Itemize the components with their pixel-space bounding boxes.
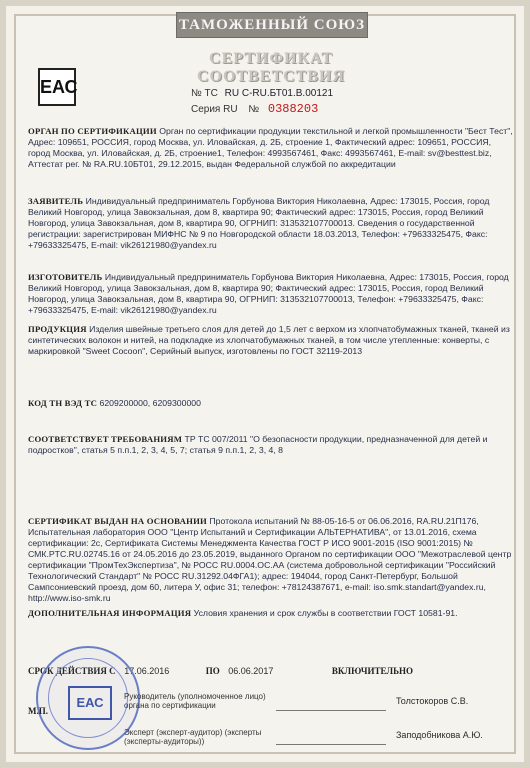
section-product	[28, 324, 514, 357]
section-manufacturer	[28, 272, 514, 316]
certificate-frame	[14, 14, 516, 754]
section-certification-body	[28, 126, 514, 170]
section-text: Орган по сертификации продукции текстильной и легкой промышленности "Бест Тест", Адрес: 109651, РОССИЯ, город Москва, ул. Иловайская, д. 2Б, строение 1, Фактический адрес: 109651, РОССИЯ, город Москва, ул. Иловайская, д. 2Б, строение1, Телефон: 4993567461, Факс: 4993567461, E-mail: sv@besttest.biz, Аттестат рег. № RA.RU.10БТ01, 29.12.2015, выдан Федеральной службой по аккредитации	[28, 126, 513, 169]
section-text: Индивидуальный предприниматель Горбунова Виктория Николаевна, Адрес: 173015, Россия, город Великий Новгород, улица Завокзальная, дом 8, квартира 90; Фактический адрес: 173015, Россия, город Великий Новгород, улица Завокзальная, дом 8, квартира 90, ОГРНИП: 313532107700013, Телефон: +79633325475, Факс: +79633325475, E-mail: vik26121980@yandex.ru	[28, 272, 509, 315]
section-hs-code	[28, 398, 514, 409]
series-label: Серия RU	[191, 104, 238, 115]
section-text: ТР ТС 007/2011 "О безопасности продукции, предназначенной для детей и подростков", статья 5 п.п.1, 2, 3, 4, 5, 7; статья 9 п.п.1, 2, 3, 4, 8	[28, 434, 488, 455]
section-heading: СООТВЕТСТВУЕТ ТРЕБОВАНИЯМ	[28, 434, 183, 444]
series-row	[191, 102, 451, 116]
validity-from-label: СРОК ДЕЙСТВИЯ С	[28, 666, 116, 676]
tc-number-label: № ТС	[191, 88, 218, 99]
section-text: Изделия швейные третьего слоя для детей до 1,5 лет с верхом из хлопчатобумажных тканей, тканей из синтетических волокон и нитей, на подкладке из хлопчатобумажных тканей, в том числе утепленные: конверты, с маркировкой "Sweet Cocoon", Серийный выпуск, изготовлены по ГОСТ 32119-2013	[28, 324, 510, 356]
head-name: Толстокоров С.В.	[396, 696, 469, 706]
series-number: 0388203	[267, 102, 319, 116]
expert-signature-label: Эксперт (эксперт-аудитор) (эксперты (эксперты-аудиторы))	[124, 728, 262, 746]
section-heading: ДОПОЛНИТЕЛЬНАЯ ИНФОРМАЦИЯ	[28, 608, 192, 618]
section-heading: СЕРТИФИКАТ ВЫДАН НА ОСНОВАНИИ	[28, 516, 207, 526]
section-text: Индивидуальный предприниматель Горбунова Виктория Николаевна, Адрес: 173015, Россия, город Великий Новгород, улица Завокзальная, дом 8, квартира 90; Фактический адрес: 173015, Россия, город Великий Новгород, улица Завокзальная, дом 8, квартира 90, ОГРНИП: 313532107700013. Сведения о государственной регистрации: зарегистрирован МИФНС № 9 по Новгородской области 18.03.2013, Телефон: +79633325475, Факс: +79633325475, E-mail: vik26121980@yandex.ru	[28, 196, 490, 250]
expert-signature-line	[276, 744, 386, 745]
mp-text: М.П.	[28, 706, 48, 716]
section-heading: ПРОДУКЦИЯ	[28, 324, 87, 334]
section-text: Условия хранения и срок службы в соответствии ГОСТ 10581-91.	[193, 608, 458, 618]
section-requirements	[28, 434, 514, 456]
section-text: Протокола испытаний № 88-05-16-5 от 06.06.2016, RA.RU.21П176, Испытательная лаборатория ООО "Центр Испытаний и Сертификации АЛЬТЕРНАТИВА", от 13.01.2016, схема сертификации: 2с, Сертификата Системы Менеджмента Качества ГОСТ Р ИСО 9001-2015 (ISO 9001:2015) № СМК.PTC.RU.02745.16 от 24.05.2016 до 23.05.2019, выданного Органом по сертификации ООО "Межотраслевой центр сертификации "ПромТехЭкспертиза", № РОСС RU.0004.ОС.АА (система добровольной сертификации "Российский Технологический Стандарт" № РОСС RU.31292.04ФГА1); адрес: 194044, город Санкт-Петербург, Большой Сампсониевский проезд, дом 60, литера У, офис 31; телефон: +78124387671, e-mail: iso.smk.standart@yandex.ru, http://www.iso-smk.ru	[28, 516, 512, 603]
tc-number: RU C-RU.БТ01.В.00121	[224, 88, 333, 99]
section-heading: КОД ТН ВЭД ТС	[28, 398, 98, 408]
validity-to-date: 06.06.2017	[228, 666, 274, 676]
section-additional-info	[28, 608, 514, 619]
certificate-title: СЕРТИФИКАТ СООТВЕТСТВИЯ	[196, 50, 346, 85]
head-signature-label: Руководитель (уполномоченное лицо) органа по сертификации	[124, 692, 266, 710]
stamp-eac: ЕАС	[68, 686, 112, 720]
section-heading: ИЗГОТОВИТЕЛЬ	[28, 272, 103, 282]
series-no-label: №	[248, 104, 260, 115]
section-heading: ОРГАН ПО СЕРТИФИКАЦИИ	[28, 126, 157, 136]
validity-to-label: ПО	[205, 666, 220, 676]
head-signature-line	[276, 710, 386, 711]
section-text: 6209200000, 6209300000	[99, 398, 201, 408]
section-heading: ЗАЯВИТЕЛЬ	[28, 196, 84, 206]
validity-from-date: 17.06.2016	[124, 666, 170, 676]
expert-name: Заподобникова А.Ю.	[396, 730, 483, 740]
validity-inclusive: ВКЛЮЧИТЕЛЬНО	[331, 666, 414, 676]
section-applicant	[28, 196, 514, 251]
customs-union-banner: ТАМОЖЕННЫЙ СОЮЗ	[176, 12, 368, 38]
eac-logo: ЕАС	[38, 68, 76, 106]
section-basis	[28, 516, 514, 604]
tc-number-row	[191, 88, 451, 99]
